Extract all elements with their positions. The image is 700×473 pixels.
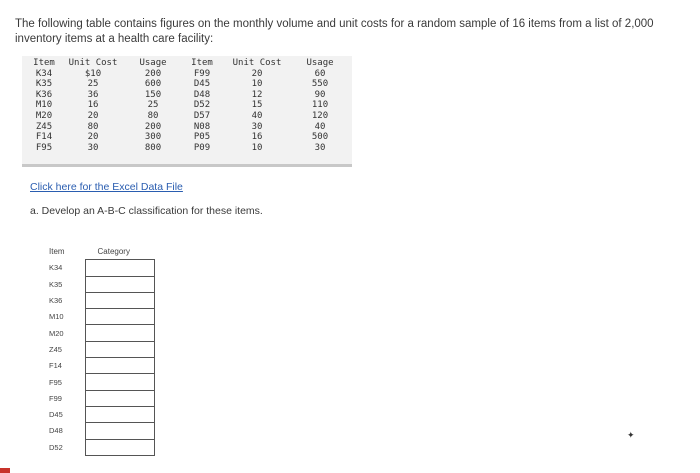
data-table-row [26,122,348,133]
cell-item-2: F99 [193,68,211,79]
cell-usage-2: 60 [314,68,326,79]
category-input-field[interactable] [86,423,155,439]
answer-item-label: F14 [49,361,62,371]
answer-header-category: Category [97,247,130,257]
answer-row [43,325,155,341]
cell-usage-1: 80 [147,110,159,121]
answer-item-label: D52 [49,442,63,452]
intro-text: The following table contains figures on the monthly volume and unit costs for a random sample of 16 items from a list of 2,000 inventory items at a health care facility: [15,18,654,45]
answer-item-label: F95 [49,377,62,387]
header-item-2: Item [191,58,213,68]
data-table-row [26,79,348,90]
answer-row [43,423,155,439]
cell-usage-2: 550 [311,79,329,90]
cell-unit-cost-1: 80 [87,121,99,132]
data-table-row [26,100,348,111]
category-input-field[interactable] [86,309,155,325]
cell-usage-2: 40 [314,121,326,132]
category-input-field[interactable] [86,260,155,276]
cell-unit-cost-2: 15 [251,100,263,111]
answer-item-label: K36 [49,296,63,306]
cell-unit-cost-1: 36 [87,89,99,100]
cell-item-2: D48 [193,89,211,100]
header-usage-2: Usage [306,58,334,68]
cell-unit-cost-1: 25 [87,79,99,90]
cell-unit-cost-2: 30 [251,121,263,132]
category-input-field[interactable] [86,374,155,390]
cell-usage-1: 150 [144,89,162,100]
cell-usage-2: 120 [311,110,329,121]
category-input-field[interactable] [86,439,155,455]
cell-item-2: D52 [193,100,211,111]
category-input-field[interactable] [86,390,155,406]
answer-row [43,390,155,406]
answer-header-row [43,244,155,260]
data-table-row [26,132,348,143]
cursor-icon: ✦ [627,430,635,440]
answer-row [43,406,155,422]
cell-usage-1: 200 [144,68,162,79]
answer-row [43,276,155,292]
abc-classification-table [43,244,155,456]
cell-usage-1: 800 [144,142,162,153]
answer-item-label: K35 [49,279,63,289]
cell-item-1: M20 [35,110,53,121]
category-input-field[interactable] [86,325,155,341]
answer-row [43,374,155,390]
data-table-row [26,111,348,122]
cell-item-2: D57 [193,110,211,121]
answer-item-label: D48 [49,426,63,436]
data-table-header-row [26,58,348,69]
cell-unit-cost-2: 16 [251,132,263,143]
cell-unit-cost-2: 10 [251,142,263,153]
cell-usage-1: 300 [144,132,162,143]
cell-usage-1: 25 [147,100,159,111]
cell-item-2: N08 [193,121,211,132]
cell-unit-cost-2: 20 [251,68,263,79]
cell-usage-2: 30 [314,142,326,153]
answer-header-item: Item [49,247,65,257]
cell-usage-2: 500 [311,132,329,143]
answer-item-label: F99 [49,393,62,403]
answer-row [43,341,155,357]
cell-item-1: K36 [35,89,53,100]
cell-unit-cost-2: 10 [251,79,263,90]
header-item-1: Item [33,58,55,68]
category-input-field[interactable] [86,341,155,357]
answer-row [43,260,155,276]
excel-data-file-link[interactable]: Click here for the Excel Data File [30,181,183,193]
answer-item-label: D45 [49,410,63,420]
cell-unit-cost-1: $10 [84,68,102,79]
cell-usage-2: 90 [314,89,326,100]
answer-row [43,309,155,325]
data-table-row [26,143,348,154]
category-input-field[interactable] [86,292,155,308]
header-unit-cost-2: Unit Cost [232,58,282,68]
cell-unit-cost-1: 20 [87,110,99,121]
question-a: a. Develop an A-B-C classification for these items. [30,205,263,217]
cell-unit-cost-1: 16 [87,100,99,111]
answer-row [43,439,155,455]
data-table-row [26,90,348,101]
header-unit-cost-1: Unit Cost [68,58,118,68]
answer-row [43,292,155,308]
answer-item-label: K34 [49,263,63,273]
answer-item-label: M10 [49,312,64,322]
cell-usage-2: 110 [311,100,329,111]
category-input-field[interactable] [86,358,155,374]
cell-item-1: F95 [35,142,53,153]
cell-item-2: P05 [193,132,211,143]
cell-item-1: K34 [35,68,53,79]
answer-row [43,358,155,374]
data-table-row [26,69,348,80]
cell-item-1: Z45 [35,121,53,132]
category-input-field[interactable] [86,406,155,422]
cell-usage-1: 600 [144,79,162,90]
cell-usage-1: 200 [144,121,162,132]
cell-unit-cost-1: 30 [87,142,99,153]
cell-unit-cost-1: 20 [87,132,99,143]
inventory-data-table [22,56,352,167]
cell-item-1: F14 [35,132,53,143]
cell-unit-cost-2: 12 [251,89,263,100]
cell-item-1: M10 [35,100,53,111]
cell-item-2: D45 [193,79,211,90]
answer-item-label: M20 [49,328,64,338]
edge-marker [0,468,10,473]
category-input-field[interactable] [86,276,155,292]
cell-item-1: K35 [35,79,53,90]
answer-item-label: Z45 [49,344,62,354]
header-usage-1: Usage [139,58,167,68]
cell-item-2: P09 [193,142,211,153]
cell-unit-cost-2: 40 [251,110,263,121]
